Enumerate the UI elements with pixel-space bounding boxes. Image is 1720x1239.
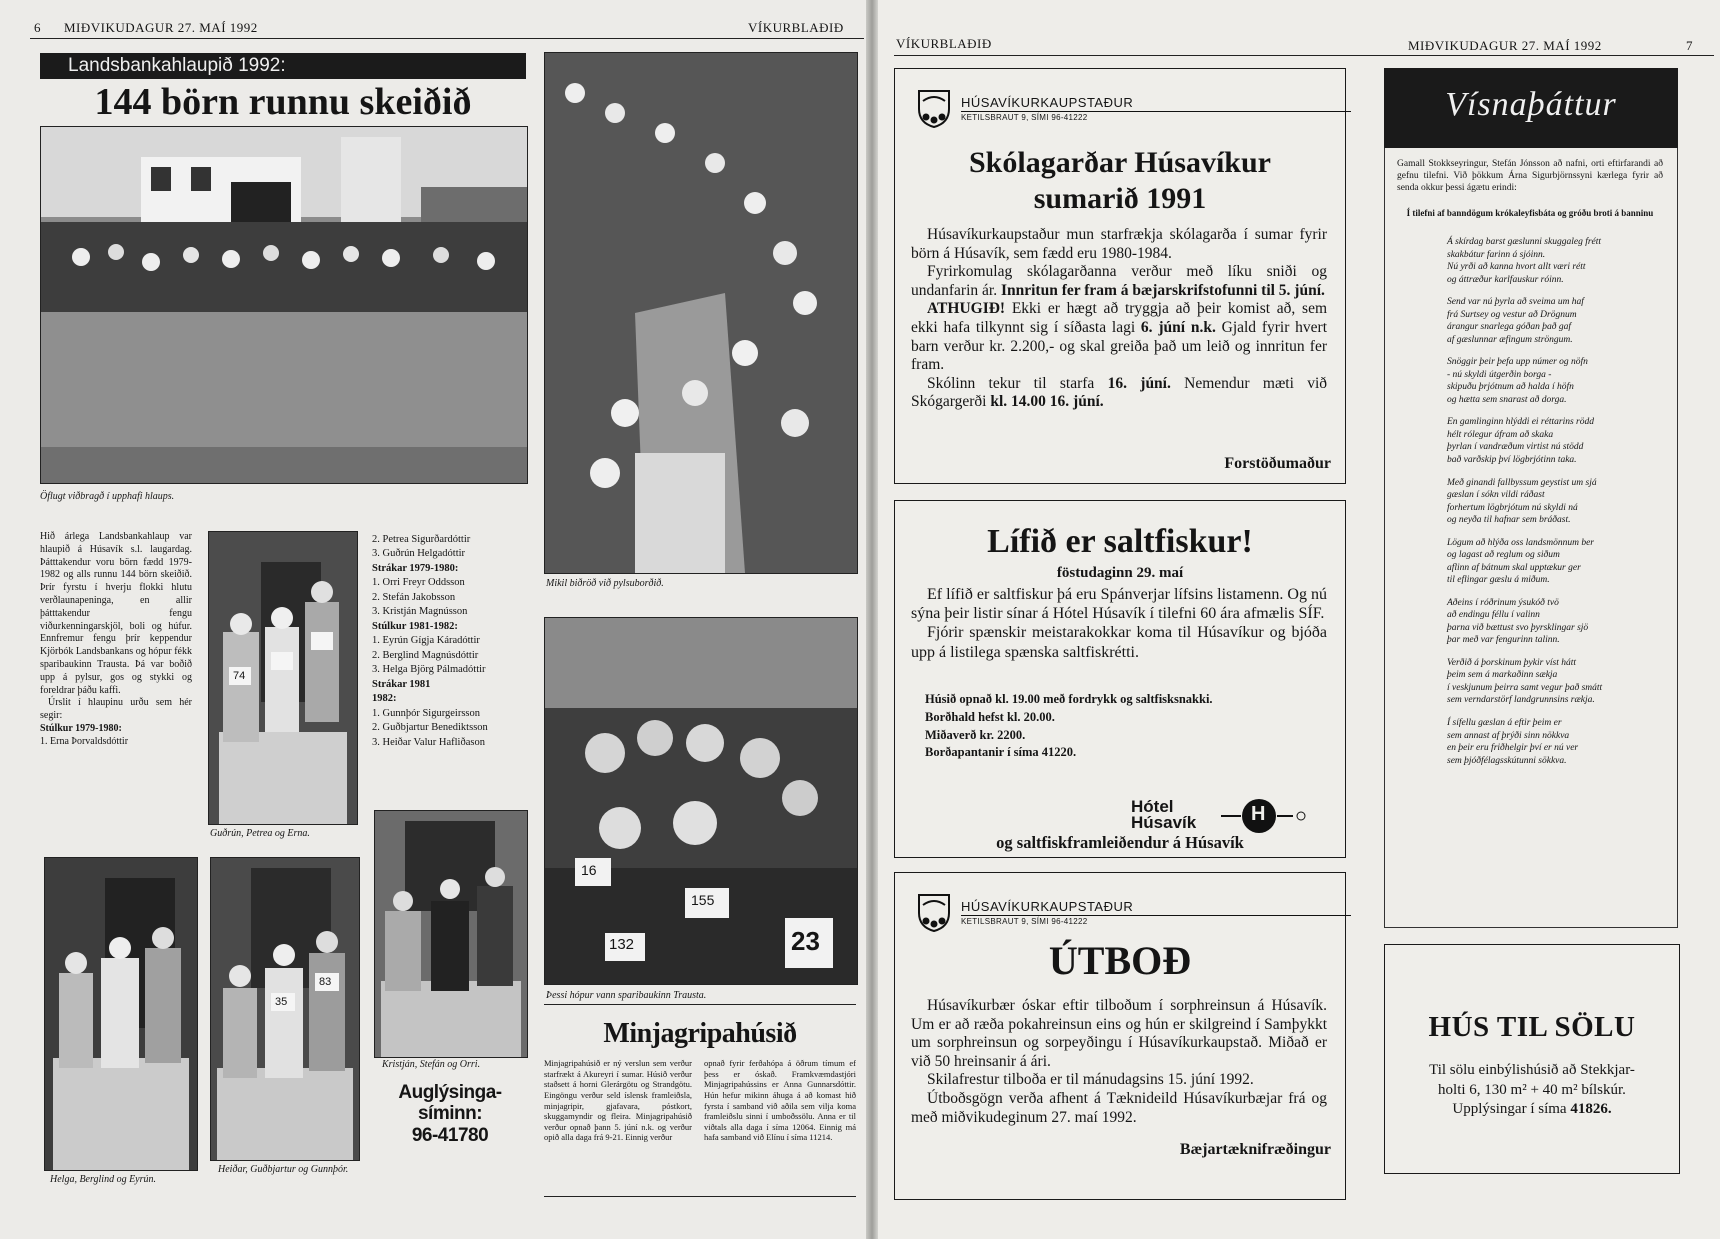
left-page-date: MIÐVIKUDAGUR 27. MAÍ 1992 xyxy=(64,20,258,35)
result-line: 1. Gunnþór Sigurgeirsson xyxy=(372,707,481,719)
poem-line: Lögum að hlýða oss landsmönnum ber xyxy=(1447,537,1594,548)
ad1-signature: Forstöðumaður xyxy=(1224,455,1331,472)
right-page xyxy=(878,0,1720,1239)
article-text xyxy=(40,531,192,749)
visnathattur-poem xyxy=(1447,236,1667,777)
poem-line: að endingu féllu í valinn xyxy=(1447,610,1540,621)
gutter xyxy=(866,0,878,1239)
poem-line: og lagast að reglum og siðum xyxy=(1447,550,1560,561)
hotel-logo-text xyxy=(1131,799,1196,831)
poem-line: og áttræður karlfauskur róinn. xyxy=(1447,274,1564,285)
ad1-body xyxy=(911,226,1327,412)
ad1-title xyxy=(895,145,1345,217)
ad1-paragraph xyxy=(911,300,1327,374)
hotel-emblem-icon xyxy=(1221,797,1311,835)
ad2-detail-line: Borðapantanir í síma 41220. xyxy=(925,745,1077,760)
poem-line: Í sífellu gæslan á eftir þeim er xyxy=(1447,718,1562,728)
caption-podium-helga: Helga, Berglind og Eyrún. xyxy=(50,1174,157,1185)
photo-hotdog-queue xyxy=(544,52,858,574)
ad-phone-label: Auglýsinga-síminn: xyxy=(398,1082,502,1125)
municipality-logo-row xyxy=(913,87,1351,129)
org-address: KETILSBRAUT 9, SÍMI 96-41222 xyxy=(961,917,1088,926)
ad-saltfish xyxy=(894,500,1346,858)
caption-hotdog-queue: Mikil biðröð við pylsuborðið. xyxy=(546,578,664,589)
ad1-text-bold: kl. 14.00 16. júní. xyxy=(990,393,1104,411)
museum-col2: opnað fyrir ferðahópa á öðrum tímum ef þess er óskað. Framkvæmdastjóri Minjagripahússins er Anna Gunnarsdóttir. Hún hefur mikinn áhuga á að komast hið fyrsta í samband við aðila sem vilja koma framleiðslu sinni í umboðssölu. Anna er til viðtals alla daga í síma 12064. Einnig má hafa samband við Elínu í síma 11214. xyxy=(704,1058,856,1143)
ad1-text-bold: ATHUGIÐ! xyxy=(927,300,1006,318)
poem-line: sem annast af þrýði sinn nökkva xyxy=(1447,730,1570,741)
caption-podium-kristjan: Kristján, Stefán og Orri. xyxy=(382,1059,481,1070)
result-line: 3. Helga Björg Pálmadóttir xyxy=(372,664,486,676)
org-name: HÚSAVÍKURKAUPSTAÐUR xyxy=(961,899,1134,914)
ad2-paragraph: Fjórir spænskir meistarakokkar koma til Húsavíkur og bjóða upp á listilega spænska saltfiskrétti. xyxy=(911,624,1327,661)
poem-stanza xyxy=(1447,416,1667,466)
org-name: HÚSAVÍKURKAUPSTAÐUR xyxy=(961,95,1134,110)
bib-number: 23 xyxy=(791,926,820,956)
poem-line: Á skírdag barst gæslunni skuggaleg frétt xyxy=(1447,237,1602,247)
ad4-line: holti 6, 130 m² + 40 m² bílskúr. xyxy=(1438,1081,1626,1098)
left-page-paper-name: VÍKURBLAÐIÐ xyxy=(748,20,844,35)
ad3-body xyxy=(911,997,1327,1127)
ad2-detail-line: Húsið opnað kl. 19.00 með fordrykk og saltfisksnakki. xyxy=(925,692,1213,706)
results-col1-heading: Stúlkur 1979-1980: xyxy=(40,722,122,734)
headline: 144 börn runnu skeiðið xyxy=(94,81,472,123)
ad1-text: Ekki er hægt að tryggja að þeir komist að, sem ekki hafa tilkynnt sig í síðasta lagi xyxy=(911,300,1328,336)
result-line: 1. Orri Freyr Oddsson xyxy=(372,577,465,589)
poem-stanza xyxy=(1447,296,1667,346)
hotel-logo-line: Hótel xyxy=(1131,797,1174,816)
ad3-paragraph: Húsavíkurbær óskar eftir tilboðum í sorphreinsun á Húsavík. Um er að ræða pokahreinsun eins og hún er skilgreind í Samþykkt um sorphreinsun og sorpeyðingu í Húsavíkurkaupstað. Miðað er við 50 hreinsanir á ári. xyxy=(911,997,1327,1070)
caption-race-start: Öflugt viðbragð í upphafi hlaups. xyxy=(40,491,175,502)
right-page-date: MIÐVIKUDAGUR 27. MAÍ 1992 xyxy=(1408,38,1602,53)
visnathattur-intro: Gamall Stokkseyringur, Stefán Jónsson að nafni, orti eftirfarandi að gefnu tilefni. Við þökkum Árna Sigurbjörnssyni kærlega fyrir að senda okkur þessi ágætu erindi: xyxy=(1397,159,1663,194)
divider xyxy=(544,1004,856,1005)
ad4-body xyxy=(1385,1061,1679,1120)
ad4-text: Upplýsingar í síma xyxy=(1452,1101,1567,1117)
ad1-text: Skólinn tekur til starfa xyxy=(927,374,1095,392)
bib-number: 74 xyxy=(233,670,246,682)
header-rule xyxy=(30,38,864,39)
poem-line: og hætta sem snarast að dorga. xyxy=(1447,394,1567,405)
visnathattur-subtitle: Í tilefni af banndögum krókaleyfisbáta og gróðu broti á banninu xyxy=(1406,208,1654,218)
poem-line: Snöggir þeir þefa upp númer og nöfn xyxy=(1447,357,1588,368)
photo-podium-girls xyxy=(208,531,358,825)
left-page-number: 6 xyxy=(34,20,41,35)
ad-house-for-sale xyxy=(1384,944,1680,1174)
result-line: 3. Kristján Magnússon xyxy=(372,606,468,618)
poem-line: til eflingar gæslu á miðum. xyxy=(1447,575,1550,586)
poem-stanza xyxy=(1447,597,1667,647)
photo-podium-helga xyxy=(44,857,198,1171)
bib-number: 132 xyxy=(609,936,635,953)
ad4-title: HÚS TIL SÖLU xyxy=(1428,1011,1636,1043)
ad3-paragraph: Útboðsgögn verða afhent á Tæknideild Húsavíkurbæjar frá og með miðvikudeginum 27. maí 1992. xyxy=(911,1089,1327,1126)
poem-line: sem þjóðfélagsskútunni sökkva. xyxy=(1447,755,1567,766)
poem-line: þar með var fengurinn talinn. xyxy=(1447,635,1560,646)
ad1-paragraph: Húsavíkurkaupstaður mun starfrækja skólagarða í sumar fyrir börn á Húsavík, sem fædd eru 1980-1984. xyxy=(911,226,1327,262)
ad4-line: Til sölu einbýlishúsið að Stekkjar- xyxy=(1429,1062,1635,1078)
result-heading: 1982: xyxy=(372,693,397,705)
ad3-signature: Bæjartæknifræðingur xyxy=(1179,1141,1331,1158)
poem-line: Send var nú þyrla að sveima um haf xyxy=(1447,297,1584,308)
poem-line: og neyða til hafnar sem bráðast. xyxy=(1447,515,1571,526)
results-column xyxy=(372,533,532,750)
ad1-text-bold: Innritun fer fram á bæjarskrifstofunni til 5. júní. xyxy=(1000,281,1325,299)
poem-line: En gamlinginn hlýddi ei réttarins rödd xyxy=(1447,417,1594,428)
bib-number: 83 xyxy=(319,976,332,988)
photo-group-winners xyxy=(544,617,858,985)
results-intro: Úrslit í hlaupinu urðu sem hér segir: xyxy=(40,697,192,722)
ad2-body xyxy=(911,585,1327,662)
photo-podium-kristjan xyxy=(374,810,528,1058)
kicker-bar: Landsbankahlaupið 1992: xyxy=(40,53,526,79)
result-line: 3. Guðrún Helgadóttir xyxy=(372,548,466,560)
ad1-text: Fyrirkomulag skólagarðanna verður með líku sniði og undanfarin ár. xyxy=(911,263,1327,299)
right-page-number: 7 xyxy=(1686,38,1693,53)
photo-race-start xyxy=(40,126,528,484)
ad1-text: Nemendur mæti við Skógargerði xyxy=(911,374,1327,411)
ad-phone-number: 96-41780 xyxy=(411,1124,489,1146)
poem-line: bað varðskip því lögbrjótinn taka. xyxy=(1447,454,1577,465)
poem-line: árangur snarlega góðan það gaf xyxy=(1447,322,1572,333)
ad1-text-bold: 6. júní n.k. xyxy=(1140,318,1216,336)
poem-stanza xyxy=(1447,717,1667,767)
hotel-logo-line: Húsavík xyxy=(1131,813,1197,833)
ad3-title: ÚTBOÐ xyxy=(1048,938,1192,983)
poem-line: þyrlan í vandræðum virtist nú stödd xyxy=(1447,442,1584,453)
result-line: 3. Heiðar Valur Hafliðason xyxy=(372,736,485,748)
result-line: 2. Guðbjartur Benediktsson xyxy=(372,722,488,734)
museum-col1: Minjagripahúsið er ný verslun sem verður starfrækt á Akureyri í sumar. Húsið verður staðsett á horni Glerárgötu og Strandgötu. Eingöngu verður seld íslensk framleiðsla, minjagripir, gjafavara, póstkort, skuggamyndir og fleira. Minjagripahúsið verður opnað þann 5. júní n.k. og verður opið alla daga frá 9-21. Einnig verður xyxy=(544,1058,692,1143)
visnathattur-title: Vísnaþáttur xyxy=(1445,86,1617,123)
caption-podium-heidar: Heiðar, Guðbjartur og Gunnþór. xyxy=(218,1164,349,1175)
visnathattur-header xyxy=(1384,68,1678,148)
poem-line: sem verndarstörf landgrunnsins rækja. xyxy=(1447,695,1595,706)
ad-school-gardens xyxy=(894,68,1346,484)
poem-line: þarna við bættust svo þyrsklingar sjö xyxy=(1447,622,1589,633)
poem-line: í veskjunum þeirra samt vegur það smátt xyxy=(1447,682,1603,693)
ad2-date: föstudaginn 29. maí xyxy=(1056,565,1184,581)
poem-line: Með ginandi fallbyssum geystist um sjá xyxy=(1447,477,1597,488)
caption-group-winners: Þessi hópur vann sparibaukinn Trausta. xyxy=(546,990,707,1001)
ad1-title-line2: sumarið 1991 xyxy=(1033,182,1207,215)
result-line: 2. Stefán Jakobsson xyxy=(372,591,456,603)
ad2-detail-line: Miðaverð kr. 2200. xyxy=(925,727,1026,742)
right-page-paper-name: VÍKURBLAÐIÐ xyxy=(896,36,992,51)
museum-title: Minjagripahúsið xyxy=(603,1018,797,1049)
poem-stanza xyxy=(1447,236,1667,286)
photo-podium-heidar xyxy=(210,857,360,1161)
poem-line: Nú yrði að kanna hvort allt væri rétt xyxy=(1447,262,1586,273)
org-address: KETILSBRAUT 9, SÍMI 96-41222 xyxy=(961,113,1088,122)
ad2-footer: og saltfiskframleiðendur á Húsavík xyxy=(996,833,1244,852)
poem-stanza xyxy=(1447,537,1667,587)
ad2-detail-line: Borðhald hefst kl. 20.00. xyxy=(925,709,1055,724)
municipality-crest-icon xyxy=(913,87,955,129)
poem-stanza xyxy=(1447,477,1667,527)
ad3-paragraph: Skilafrestur tilboða er til mánudagsins 15. júní 1992. xyxy=(927,1071,1254,1089)
ad2-paragraph: Ef lífið er saltfiskur þá eru Spánverjar lífsins listamenn. Og nú sýna þeir listir sínar á Hótel Húsavík í tilefni 60 ára afmælis SÍF. xyxy=(911,586,1327,623)
poem-line: þeim sem á markaðinn sækja xyxy=(1447,670,1558,681)
poem-line: af gæslunnar æfingum ströngum. xyxy=(1447,334,1573,345)
poem-line: en þeir eru friðhelgir því er nú ver xyxy=(1447,743,1579,754)
ad2-details xyxy=(925,691,1213,762)
poem-line: aflinn af bátnum skal upptækur ger xyxy=(1447,562,1581,573)
result-line: 2. Petrea Sigurðardóttir xyxy=(372,534,471,545)
caption-podium-girls: Guðrún, Petrea og Erna. xyxy=(210,828,310,839)
poem-line: skipuðu þrjótnum að halda í höfn xyxy=(1447,382,1574,393)
hotel-emblem-letter: H xyxy=(1251,803,1266,825)
poem-stanza xyxy=(1447,356,1667,406)
poem-line: gæslan í sókn vildi ráðast xyxy=(1447,490,1545,501)
result-line: 2. Berglind Magnúsdóttir xyxy=(372,649,479,661)
bib-number: 35 xyxy=(275,996,288,1008)
poem-line: Aðeins í róðrinum ýsukóð tvö xyxy=(1447,597,1559,608)
poem-line: - nú skyldi útgerðin borga - xyxy=(1447,369,1552,380)
ad4-phone: 41826. xyxy=(1570,1101,1612,1117)
ad-phone-box xyxy=(374,1082,526,1146)
ad1-paragraph xyxy=(911,263,1327,300)
ad1-text-bold: 16. júní. xyxy=(1107,374,1171,392)
ad2-title: Lífið er saltfiskur! xyxy=(987,523,1253,560)
visnathattur-box xyxy=(1384,148,1678,928)
divider xyxy=(544,1196,856,1197)
poem-line: frá Surtsey og vestur að Drögnum xyxy=(1447,309,1577,320)
result-heading: Strákar 1979-1980: xyxy=(372,562,459,574)
poem-stanza xyxy=(1447,657,1667,707)
result-line: 1. Eyrún Gígja Káradóttir xyxy=(372,635,480,647)
result-heading: Stúlkur 1981-1982: xyxy=(372,620,458,632)
poem-line: skakbátur farinn á sjóinn. xyxy=(1447,249,1546,260)
ad-tender xyxy=(894,872,1346,1200)
ad1-paragraph xyxy=(911,375,1327,412)
poem-line: hélt rólegur áfram að skaka xyxy=(1447,429,1554,440)
bib-number: 155 xyxy=(691,892,715,908)
municipality-logo-row xyxy=(913,891,1351,933)
municipality-crest-icon xyxy=(913,891,955,933)
ad4-line xyxy=(1385,1100,1679,1120)
article-paragraph: Hið árlega Landsbankahlaup var hlaupið á Húsavík s.l. laugardag. Þátttakendur voru börn fædd 1979-1982 og alls runnu 144 börn skeiðið. Þrír fyrstu í hverju flokki hlutu verðlaunapeninga, en allir þátttakendur fengu viðurkenningarskjöl, boli og húfur. Ennfremur fengu þrír keppendur Kjörbók Landsbankans og hópur fékk sparibaukinn Trausta. Þá var boðið upp á pylsur, gos og stykki og foreldrar þáðu kaffi. xyxy=(40,531,192,696)
bib-number: 16 xyxy=(581,862,597,878)
ad1-title-line1: Skólagarðar Húsavíkur xyxy=(968,146,1271,179)
poem-line: Verðið á þorskinum þykir víst hátt xyxy=(1447,657,1577,668)
ad1-text: Gjald fyrir hvert barn verður kr. 2.200,- og skal greiða það um leið og innritun fer fram. xyxy=(911,318,1328,374)
results-col1-item: 1. Erna Þorvaldsdóttir xyxy=(40,735,129,747)
result-heading: Strákar 1981 xyxy=(372,678,431,690)
poem-line: forhertum lögbrjótum nú skyldi ná xyxy=(1447,502,1578,513)
header-rule xyxy=(894,55,1714,56)
